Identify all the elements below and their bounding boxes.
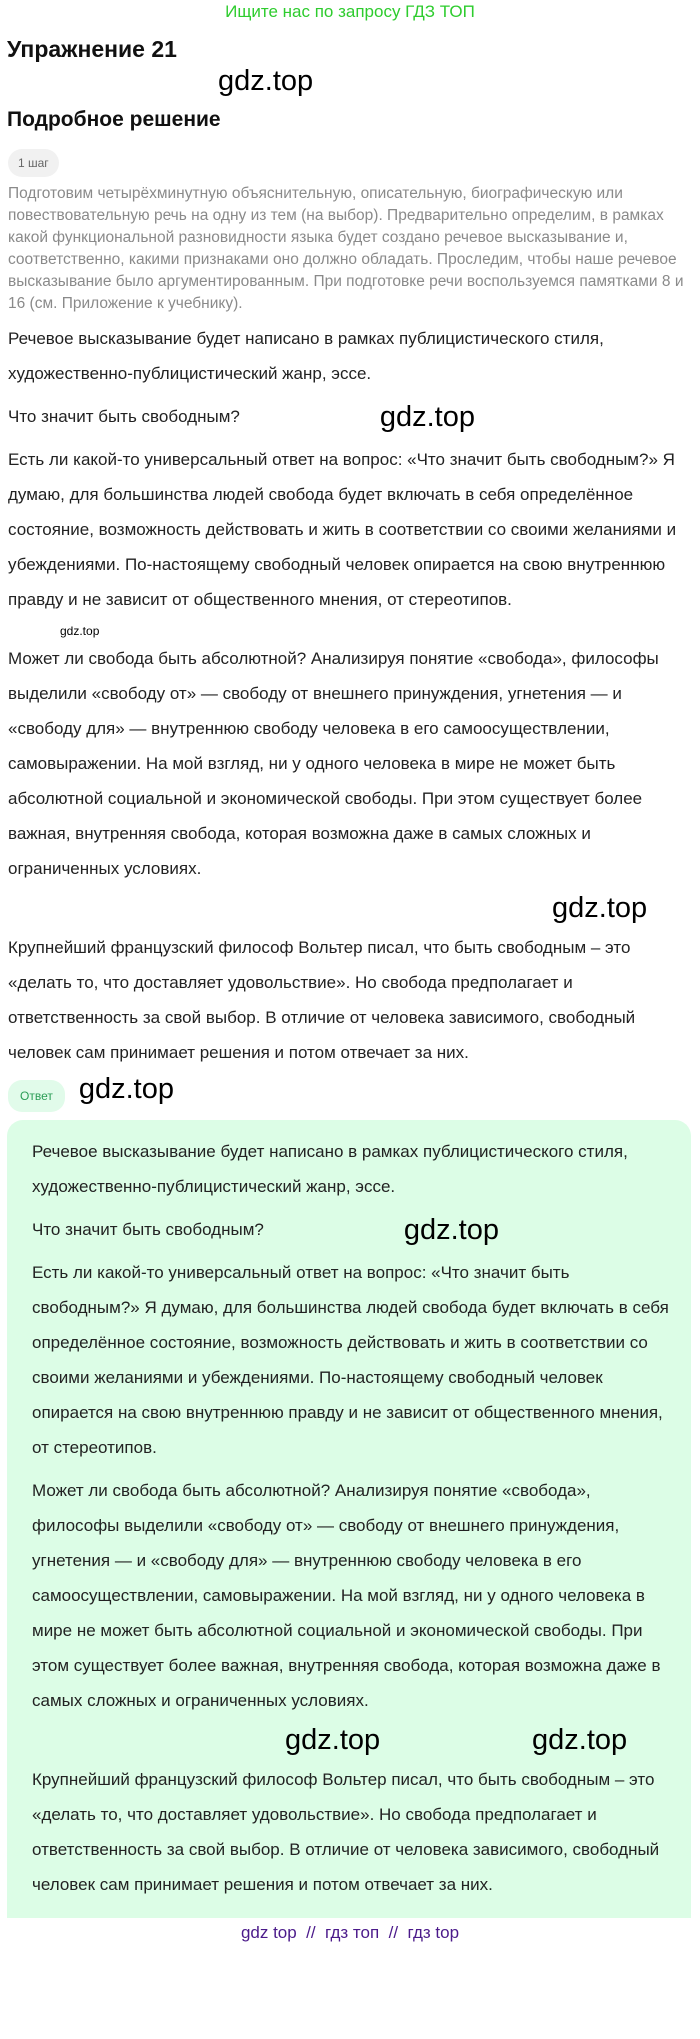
task-description: Подготовим четырёхминутную объяснительную, описательную, биографическую или повествовательную речь на одну из тем (на выбор). Предварительно определим, в рамках какой функциональной разновидности языка будет создано речевое высказывание и, соответственно, какими признаками оно должно обладать. Проследим, чтобы наше речевое высказывание было аргументированным. При подготовке речи воспользуемся памятками 8 и 16 (см. Приложение к учебнику). — [8, 185, 684, 312]
paragraph: Речевое высказывание будет написано в рамках публицистического стиля, художественно-публицистический жанр, эссе. — [32, 1142, 628, 1196]
watermark: gdz.top — [532, 1724, 628, 1756]
paragraph-question — [32, 1212, 672, 1247]
question-text: Что значит быть свободным? — [8, 407, 240, 426]
answer-badge: Ответ — [8, 1080, 65, 1112]
paragraph-question — [8, 399, 678, 434]
footer-links: gdz top // гдз топ // гдз top — [240, 1923, 460, 1942]
paragraph: Может ли свобода быть абсолютной? Анализируя понятие «свобода», философы выделили «свободу от» — свободу от внешнего принуждения, угнетения — и «свободу для» — внутреннюю свободу человека в его самоосуществлении, самовыражении. На мой взгляд, ни у одного человека в мире не может быть абсолютной социальной и экономической свободы. При этом существует более важная, внутренняя свобода, которая возможна даже в самых сложных и ограниченных условиях. — [8, 649, 659, 878]
watermark-row — [32, 1726, 672, 1758]
watermark: gdz.top — [285, 1724, 381, 1756]
step-badge: 1 шаг — [8, 149, 59, 177]
watermark: gdz.top — [218, 65, 314, 97]
paragraph: Крупнейший французский философ Вольтер писал, что быть свободным – это «делать то, что доставляет удовольствие». Но свобода предполагает и ответственность за свой выбор. В отличие от человека зависимого, свободный человек сам принимает решения и потом отвечает за них. — [32, 1770, 660, 1894]
paragraph: Есть ли какой-то универсальный ответ на вопрос: «Что значит быть свободным?» Я думаю, для большинства людей свобода будет включать в себя определённое состояние, возможность действовать и жить в соответствии со своими желаниями и убеждениями. По-настоящему свободный человек опирается на свою внутреннюю правду и не зависит от общественного мнения, от стереотипов. — [32, 1263, 669, 1457]
paragraph: Есть ли какой-то универсальный ответ на вопрос: «Что значит быть свободным?» Я думаю, для большинства людей свобода будет включать в себя определённое состояние, возможность действовать и жить в соответствии со своими желаниями и убеждениями. По-настоящему свободный человек опирается на свою внутреннюю правду и не зависит от общественного мнения, от стереотипов. — [8, 450, 677, 609]
watermark: gdz.top — [552, 892, 648, 924]
watermark: gdz.top — [60, 624, 100, 638]
section-title: Подробное решение — [7, 108, 221, 131]
watermark-row — [8, 625, 678, 639]
paragraph: Крупнейший французский философ Вольтер писал, что быть свободным – это «делать то, что доставляет удовольствие». Но свобода предполагает и ответственность за свой выбор. В отличие от человека зависимого, свободный человек сам принимает решения и потом отвечает за них. — [8, 938, 636, 1062]
paragraph: Может ли свобода быть абсолютной? Анализируя понятие «свобода», философы выделили «свободу от» — свободу от внешнего принуждения, угнетения — и «свободу для» — внутреннюю свободу человека в его самоосуществлении, самовыражении. На мой взгляд, ни у одного человека в мире не может быть абсолютной социальной и экономической свободы. При этом существует более важная, внутренняя свобода, которая возможна даже в самых сложных и ограниченных условиях. — [32, 1481, 661, 1710]
answer-text — [32, 1134, 672, 1902]
search-banner: Ищите нас по запросу ГДЗ ТОП — [225, 2, 475, 21]
paragraph: Речевое высказывание будет написано в рамках публицистического стиля, художественно-публицистический жанр, эссе. — [8, 329, 604, 383]
question-text: Что значит быть свободным? — [32, 1220, 264, 1239]
watermark-row — [0, 67, 700, 101]
answer-header — [8, 1073, 700, 1112]
watermark: gdz.top — [403, 1214, 499, 1247]
watermark: gdz.top — [78, 1073, 174, 1105]
watermark: gdz.top — [379, 401, 475, 434]
watermark-row — [8, 894, 678, 926]
exercise-title: Упражнение 21 — [7, 36, 177, 62]
answer-box — [7, 1120, 691, 1918]
solution-text — [8, 321, 678, 1070]
